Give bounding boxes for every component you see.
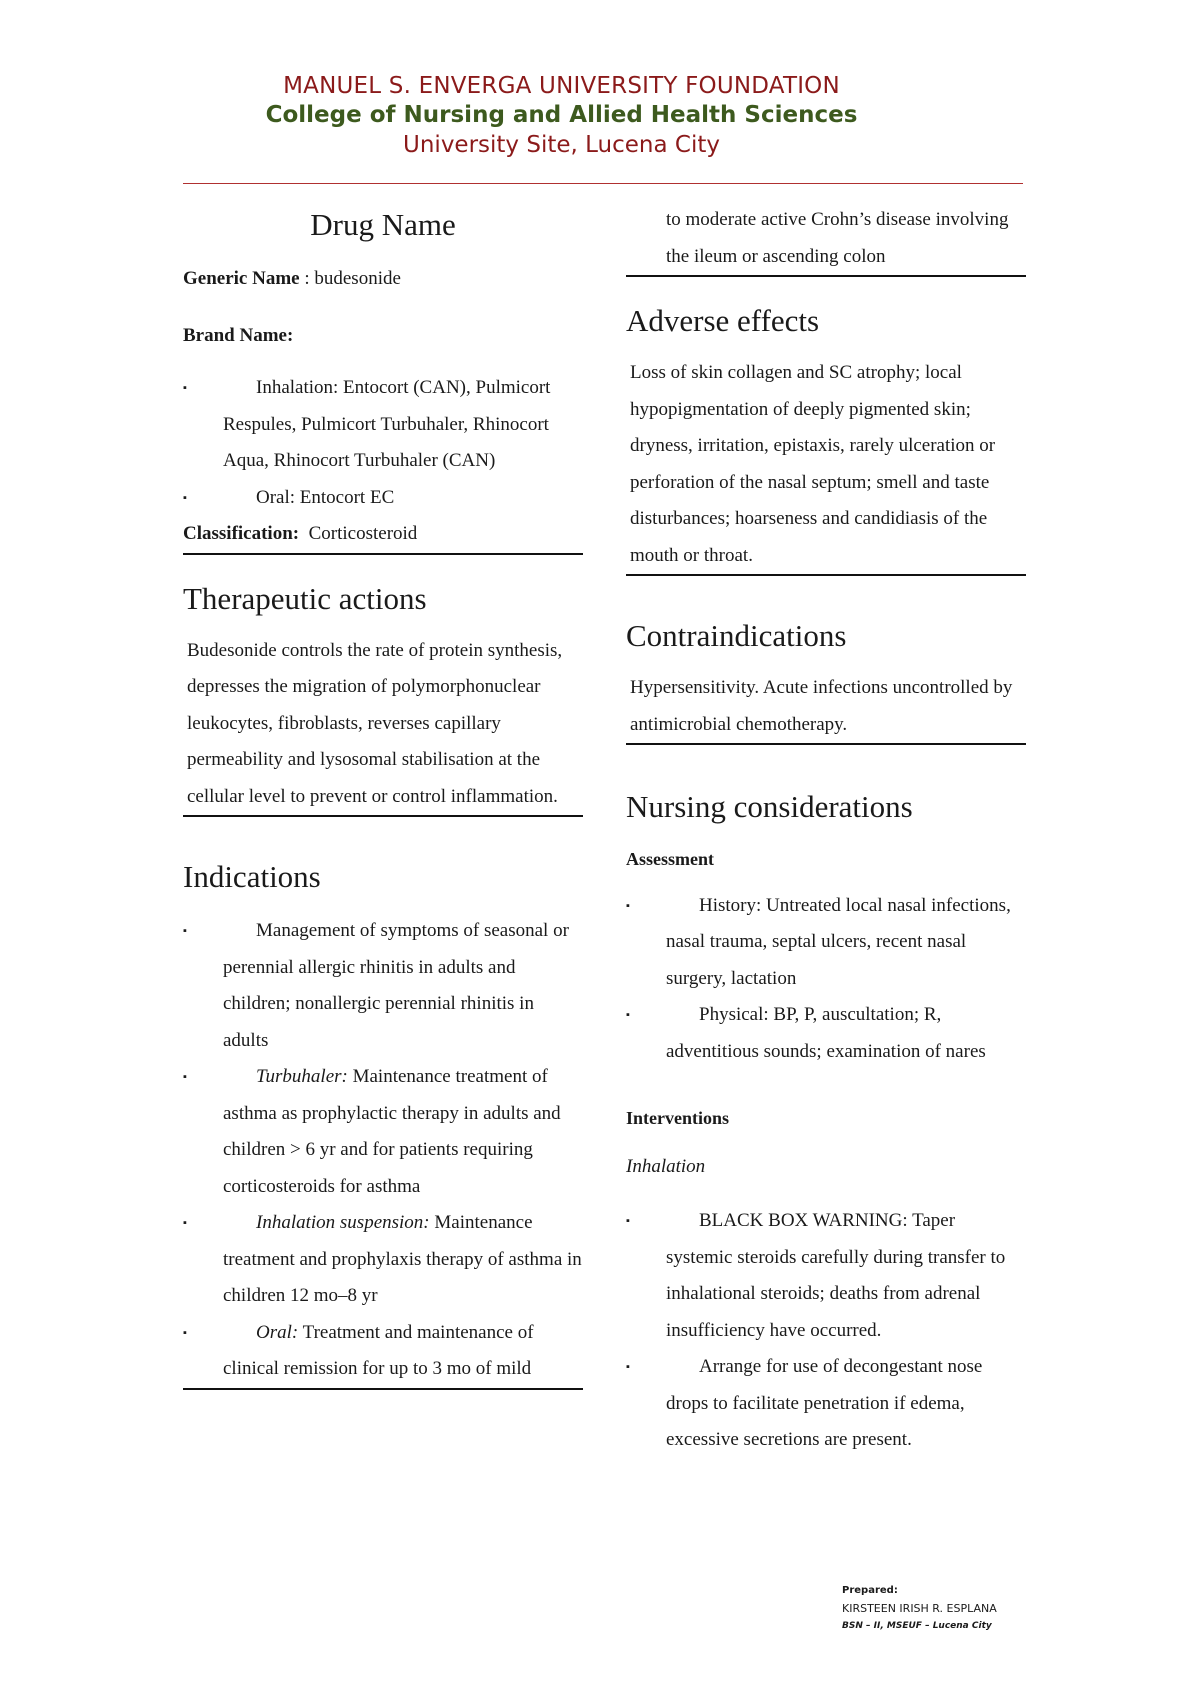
interventions-label: Interventions: [626, 1108, 729, 1128]
list-item: ▪ Inhalation: Entocort (CAN), Pulmicort Respules, Pulmicort Turbuhaler, Rhinocort Aqua, Rhinocort Turbuhaler (CAN): [183, 370, 583, 480]
brand-name-label: Brand Name:: [183, 324, 294, 346]
adverse-effects-text: Loss of skin collagen and SC atrophy; local hypopigmentation of deeply pigmented skin; dryness, irritation, epistaxis, rarely ulceration or perforation of the nasal septum; smell and taste disturbances; hoarseness and candidiasis of the mouth or throat.: [626, 355, 1026, 576]
university-name: MANUEL S. ENVERGA UNIVERSITY FOUNDATION: [283, 73, 840, 99]
nursing-considerations-heading: Nursing considerations: [626, 789, 913, 824]
bullet-icon: ▪: [183, 491, 187, 504]
college-name: College of Nursing and Allied Health Sciences: [265, 102, 858, 128]
route-label: Inhalation: [626, 1155, 706, 1177]
left-column: [183, 205, 583, 1390]
document-header: [0, 72, 1123, 160]
list-item: ▪ History: Untreated local nasal infections, nasal trauma, septal ulcers, recent nasal surgery, lactation: [626, 888, 1026, 998]
bullet-icon: ▪: [626, 1361, 630, 1373]
preparer-name: KIRSTEEN IRISH R. ESPLANA: [842, 1602, 997, 1615]
list-item: ▪ BLACK BOX WARNING: Taper systemic steroids carefully during transfer to inhalational steroids; deaths from adrenal insufficiency have occurred.: [626, 1203, 1026, 1349]
interventions-list: [626, 1203, 1026, 1459]
header-divider: [183, 183, 1023, 184]
contraindications-heading: Contraindications: [626, 618, 847, 653]
indications-list: [183, 913, 583, 1390]
list-item: ▪ Arrange for use of decongestant nose drops to facilitate penetration if edema, excessive secretions are present.: [626, 1349, 1026, 1459]
list-item: ▪ Physical: BP, P, auscultation; R, adventitious sounds; examination of nares: [626, 997, 1026, 1070]
bullet-icon: ▪: [626, 899, 630, 912]
bullet-icon: ▪: [183, 1071, 187, 1083]
right-column: [626, 202, 1026, 1459]
list-item: ▪ Oral: Treatment and maintenance of clinical remission for up to 3 mo of mild: [183, 1315, 583, 1388]
brand-list: [183, 370, 583, 516]
bullet-icon: ▪: [183, 925, 187, 937]
university-site: University Site, Lucena City: [403, 132, 720, 158]
indications-continuation: to moderate active Crohn’s disease involving the ileum or ascending colon: [626, 202, 1026, 277]
generic-name-label: Generic Name: [183, 268, 300, 289]
list-item: ▪ Management of symptoms of seasonal or perennial allergic rhinitis in adults and children; nonallergic perennial rhinitis in adults: [183, 913, 583, 1059]
drug-name-heading: Drug Name: [310, 207, 456, 242]
assessment-label: Assessment: [626, 849, 714, 869]
bullet-icon: ▪: [626, 1215, 630, 1227]
contraindications-text: Hypersensitivity. Acute infections uncontrolled by antimicrobial chemotherapy.: [626, 670, 1026, 745]
list-item: ▪ Turbuhaler: Maintenance treatment of asthma as prophylactic therapy in adults and children > 6 yr and for patients requiring corticosteroids for asthma: [183, 1059, 583, 1205]
generic-name-value: : budesonide: [304, 268, 401, 289]
assessment-list: [626, 888, 1026, 1071]
preparer-info: BSN – II, MSEUF – Lucena City: [842, 1621, 992, 1631]
classification-line: [183, 516, 583, 555]
generic-name-line: [183, 261, 583, 298]
list-item: ▪ Inhalation suspension: Maintenance treatment and prophylaxis therapy of asthma in children 12 mo–8 yr: [183, 1205, 583, 1315]
list-item: ▪ Oral: Entocort EC: [183, 480, 583, 517]
adverse-effects-heading: Adverse effects: [626, 303, 820, 338]
classification-value: Corticosteroid: [308, 523, 418, 544]
therapeutic-actions-text: Budesonide controls the rate of protein synthesis, depresses the migration of polymorphonuclear leukocytes, fibroblasts, reverses capillary permeability and lysosomal stabilisation at the cellular level to prevent or control inflammation.: [183, 633, 583, 818]
bullet-icon: ▪: [183, 1217, 187, 1229]
prepared-label: Prepared:: [842, 1585, 898, 1596]
classification-label: Classification:: [183, 523, 300, 544]
indications-heading: Indications: [183, 859, 321, 894]
therapeutic-actions-heading: Therapeutic actions: [183, 580, 427, 616]
prepared-by-block: [842, 1582, 997, 1634]
bullet-icon: ▪: [183, 382, 187, 394]
bullet-icon: ▪: [626, 1009, 630, 1021]
bullet-icon: ▪: [183, 1326, 187, 1339]
